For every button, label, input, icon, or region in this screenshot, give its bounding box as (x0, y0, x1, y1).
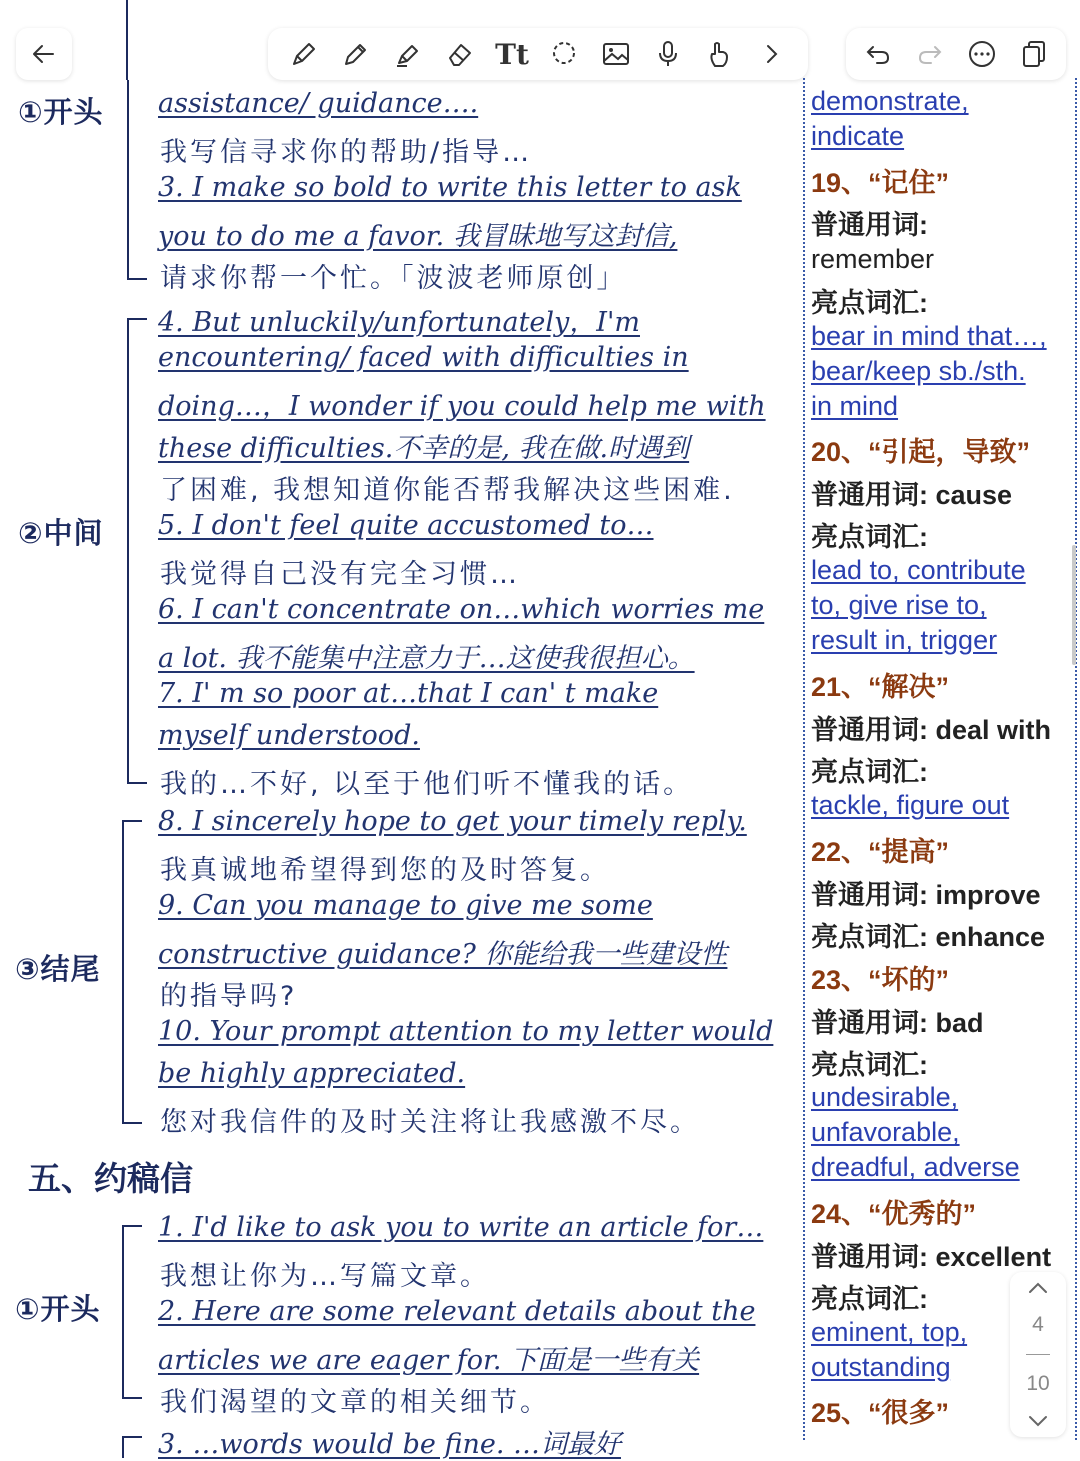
page-divider (1026, 1354, 1050, 1355)
margin-line (126, 0, 128, 80)
vocab-heading: 19、“记住” (811, 168, 950, 198)
bracket-opening-2 (122, 1225, 142, 1399)
vocab-label: 亮点词汇: enhance (811, 922, 1046, 952)
note-line: 10. Your prompt attention to my letter would (158, 1016, 774, 1047)
vocab-line: tackle, figure out (811, 790, 1010, 820)
image-icon (601, 39, 631, 69)
note-line: be highly appreciated. (158, 1058, 466, 1089)
highlighter-tool[interactable] (390, 36, 426, 72)
vocab-line: bear/keep sb./sth. (811, 356, 1026, 386)
vocab-heading: 25、“很多” (811, 1398, 950, 1428)
drawing-toolbar (268, 28, 808, 80)
vocab-heading: 22、“提高” (811, 837, 950, 867)
bracket-opening (127, 80, 147, 280)
arrow-left-icon (31, 41, 57, 67)
note-line: 我觉得自己没有完全习惯… (160, 559, 520, 590)
section-label-middle: ②中间 (18, 516, 104, 550)
chevron-down-icon[interactable] (1027, 1413, 1049, 1429)
vocab-line: unfavorable, (811, 1117, 960, 1147)
hand-touch-tool[interactable] (702, 36, 738, 72)
history-toolbar (846, 28, 1066, 80)
redo-icon (915, 39, 945, 69)
eraser-tool[interactable] (442, 36, 478, 72)
vocab-label: 普通用词: deal with (811, 715, 1052, 745)
note-line: constructive guidance? 你能给我一些建设性 (158, 939, 728, 970)
note-line: 5. I don't feel quite accustomed to… (158, 510, 654, 541)
back-button[interactable] (16, 28, 72, 80)
lasso-icon (549, 39, 579, 69)
note-line: you to do me a favor. 我冒昧地写这封信, (158, 221, 678, 252)
vocab-line: to, give rise to, (811, 590, 987, 620)
section-label-opening: ①开头 (18, 95, 104, 129)
bracket-next (122, 1436, 142, 1458)
vocab-heading: 21、“解决” (811, 672, 950, 702)
note-line: 9. Can you manage to give me some (158, 890, 653, 921)
page-navigator (1010, 1272, 1066, 1437)
note-line: 3. …words would be fine. …词最好 (158, 1429, 621, 1460)
bracket-ending (122, 820, 142, 1124)
vocab-heading: 20、“引起，导致” (811, 437, 1031, 467)
more-button[interactable] (964, 36, 1000, 72)
bracket-middle (127, 318, 147, 784)
note-line: encountering/ faced with difficulties in (158, 342, 689, 373)
vocab-label: 亮点词汇: (811, 757, 928, 787)
note-line: 6. I can't concentrate on…which worries me (158, 594, 765, 625)
note-line: myself understood. (158, 720, 420, 751)
redo-button[interactable] (912, 36, 948, 72)
vocab-line: outstanding (811, 1352, 951, 1382)
vocab-line: in mind (811, 391, 899, 421)
vocab-line: eminent, top, (811, 1317, 968, 1347)
note-line: 3. I make so bold to write this letter to ask (158, 172, 742, 203)
note-line: 我们渴望的文章的相关细节。 (160, 1387, 550, 1418)
note-line: 1. I'd like to ask you to write an article for… (158, 1212, 764, 1243)
note-line: 7. I' m so poor at…that I can' t make (158, 678, 659, 709)
highlighter-icon (393, 39, 423, 69)
section-label-ending: ③结尾 (15, 952, 101, 986)
vocab-line: remember (811, 244, 935, 274)
note-line: articles we are eager for. 下面是一些有关 (158, 1345, 700, 1376)
note-line: these difficulties.不幸的是, 我在做.时遇到 (158, 433, 690, 464)
lasso-tool[interactable] (546, 36, 582, 72)
note-canvas[interactable] (0, 80, 800, 1460)
text-tool-icon: Tt (495, 37, 529, 71)
vocab-line: lead to, contribute (811, 555, 1026, 585)
note-line: doing…，I wonder if you could help me with (158, 391, 766, 422)
vocab-line: dreadful, adverse (811, 1152, 1020, 1182)
vocab-label: 普通用词: cause (811, 480, 1013, 510)
more-icon (967, 39, 997, 69)
chevron-right-icon (757, 39, 787, 69)
note-line: 4. But unluckily/unfortunately，I'm (158, 307, 640, 338)
scrollbar[interactable] (1072, 545, 1076, 665)
note-line: 您对我信件的及时关注将让我感激不尽。 (160, 1107, 700, 1138)
note-line: assistance/ guidance…. (158, 88, 479, 119)
vocab-line: demonstrate, (811, 86, 969, 116)
note-line: a lot. 我不能集中注意力于…这使我很担心。 (158, 643, 695, 674)
current-page: 4 (1032, 1313, 1044, 1336)
hand-touch-icon (705, 39, 735, 69)
text-tool[interactable] (494, 36, 530, 72)
pencil-tool[interactable] (338, 36, 374, 72)
eraser-icon (445, 39, 475, 69)
vocab-heading: 24、“优秀的” (811, 1199, 977, 1229)
pen-tool[interactable] (286, 36, 322, 72)
note-line: 了困难, 我想知道你能否帮我解决这些困难. (160, 475, 735, 506)
vocab-label: 普通用词: excellent (811, 1242, 1052, 1272)
vocab-panel[interactable] (803, 78, 1077, 1440)
pen-icon (289, 39, 319, 69)
pages-button[interactable] (1016, 36, 1052, 72)
vocab-label: 亮点词汇: (811, 1050, 928, 1080)
vocab-line: result in, trigger (811, 625, 998, 655)
note-line: 的指导吗? (160, 981, 298, 1012)
vocab-label: 普通用词: (811, 210, 928, 240)
section-heading: 五、约稿信 (28, 1159, 193, 1198)
pages-icon (1019, 39, 1049, 69)
vocab-label: 亮点词汇: (811, 288, 928, 318)
vocab-heading: 23、“坏的” (811, 965, 950, 995)
note-line: 我写信寻求你的帮助/指导… (160, 137, 533, 168)
microphone-tool[interactable] (650, 36, 686, 72)
undo-icon (863, 39, 893, 69)
vocab-label: 普通用词: bad (811, 1008, 984, 1038)
note-line: 8. I sincerely hope to get your timely reply. (158, 806, 747, 837)
note-line: 请求你帮一个忙。「波波老师原创」 (160, 263, 627, 294)
vocab-line: undesirable, (811, 1082, 959, 1112)
vocab-label: 亮点词汇: (811, 1284, 928, 1314)
undo-button[interactable] (860, 36, 896, 72)
image-tool[interactable] (598, 36, 634, 72)
vocab-line: indicate (811, 121, 905, 151)
note-line: 我真诚地希望得到您的及时答复。 (160, 855, 610, 886)
pencil-icon (341, 39, 371, 69)
note-line: 2. Here are some relevant details about the (158, 1296, 756, 1327)
section-label-opening-2: ①开头 (15, 1292, 101, 1326)
microphone-icon (653, 39, 683, 69)
note-line: 我想让你为…写篇文章。 (160, 1261, 490, 1292)
total-pages: 10 (1026, 1372, 1050, 1395)
vocab-label: 亮点词汇: (811, 522, 928, 552)
vocab-line: bear in mind that…, (811, 321, 1047, 351)
toolbar-more-button[interactable] (754, 36, 790, 72)
vocab-label: 普通用词: improve (811, 880, 1041, 910)
chevron-up-icon[interactable] (1027, 1280, 1049, 1296)
note-line: 我的…不好, 以至于他们听不懂我的话。 (160, 769, 694, 800)
